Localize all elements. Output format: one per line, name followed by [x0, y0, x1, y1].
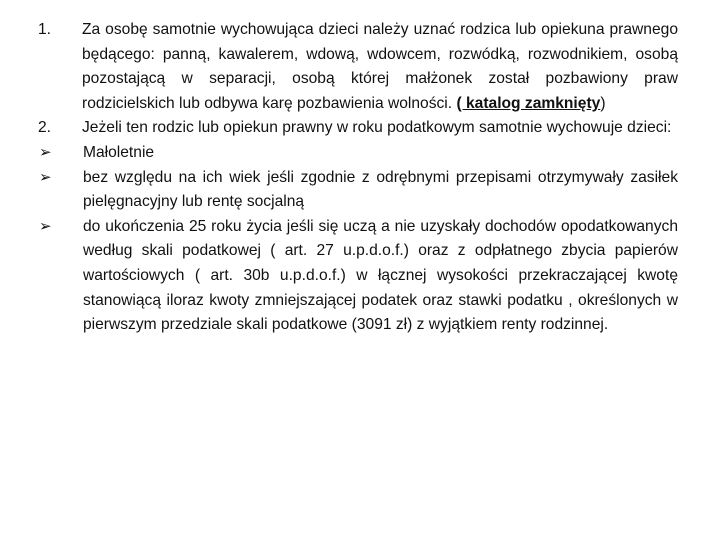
list-number: 2. [38, 119, 52, 137]
bullet-item-text: bez względu na ich wiek jeśli zgodnie z odrębnymi przepisami otrzymywały zasiłek pielęgnacyjny lub rentę socjalną [83, 168, 678, 211]
bullet-item-text: Małoletnie [83, 143, 155, 161]
list-item-1 [38, 18, 678, 116]
list-item-text [82, 18, 678, 116]
closing-paren: ) [600, 94, 606, 112]
list-number: 1. [38, 21, 52, 38]
list-item-2 [38, 116, 678, 141]
bullet-item-2 [38, 166, 678, 215]
item-text: Za osobę samotnie wychowująca dzieci należy uznać rodzica lub opiekuna prawnego będącego: panną, kawalerem, wdową, wdowcem, rozwódką, rozwodnikiem, osobą pozostającą w separacji, osobą której małżonek został pozbawiony praw rodzicielskich lub odbywa karę pozbawienia wolności. [82, 21, 678, 112]
bullet-item-3 [38, 215, 678, 338]
closed-catalog-note: ( katalog zamknięty [456, 94, 601, 112]
bullet-item-text: do ukończenia 25 roku życia jeśli się uczą a nie uzyskały dochodów opodatkowanych według skali podatkowej ( art. 27 u.p.d.o.f.) oraz z odpłatnego zbycia papierów wartościowych ( art. 30b u.p.d.o.f.) w łącznej wysokości przekraczającej kwotę stanowiącą iloraz kwoty zmniejszającej podatek oraz stawki podatku , określonych w pierwszym przedziale skali podatkowe (3091 zł) z wyjątkiem renty rodzinnej. [83, 217, 678, 334]
list-item-text: Jeżeli ten rodzic lub opiekun prawny w roku podatkowym samotnie wychowuje dzieci: [82, 119, 672, 137]
bullet-item-1 [38, 141, 678, 166]
arrow-bullet-icon: ➢ [39, 217, 52, 235]
document-body [38, 18, 678, 338]
arrow-bullet-icon: ➢ [39, 168, 52, 186]
arrow-bullet-icon: ➢ [39, 143, 52, 161]
